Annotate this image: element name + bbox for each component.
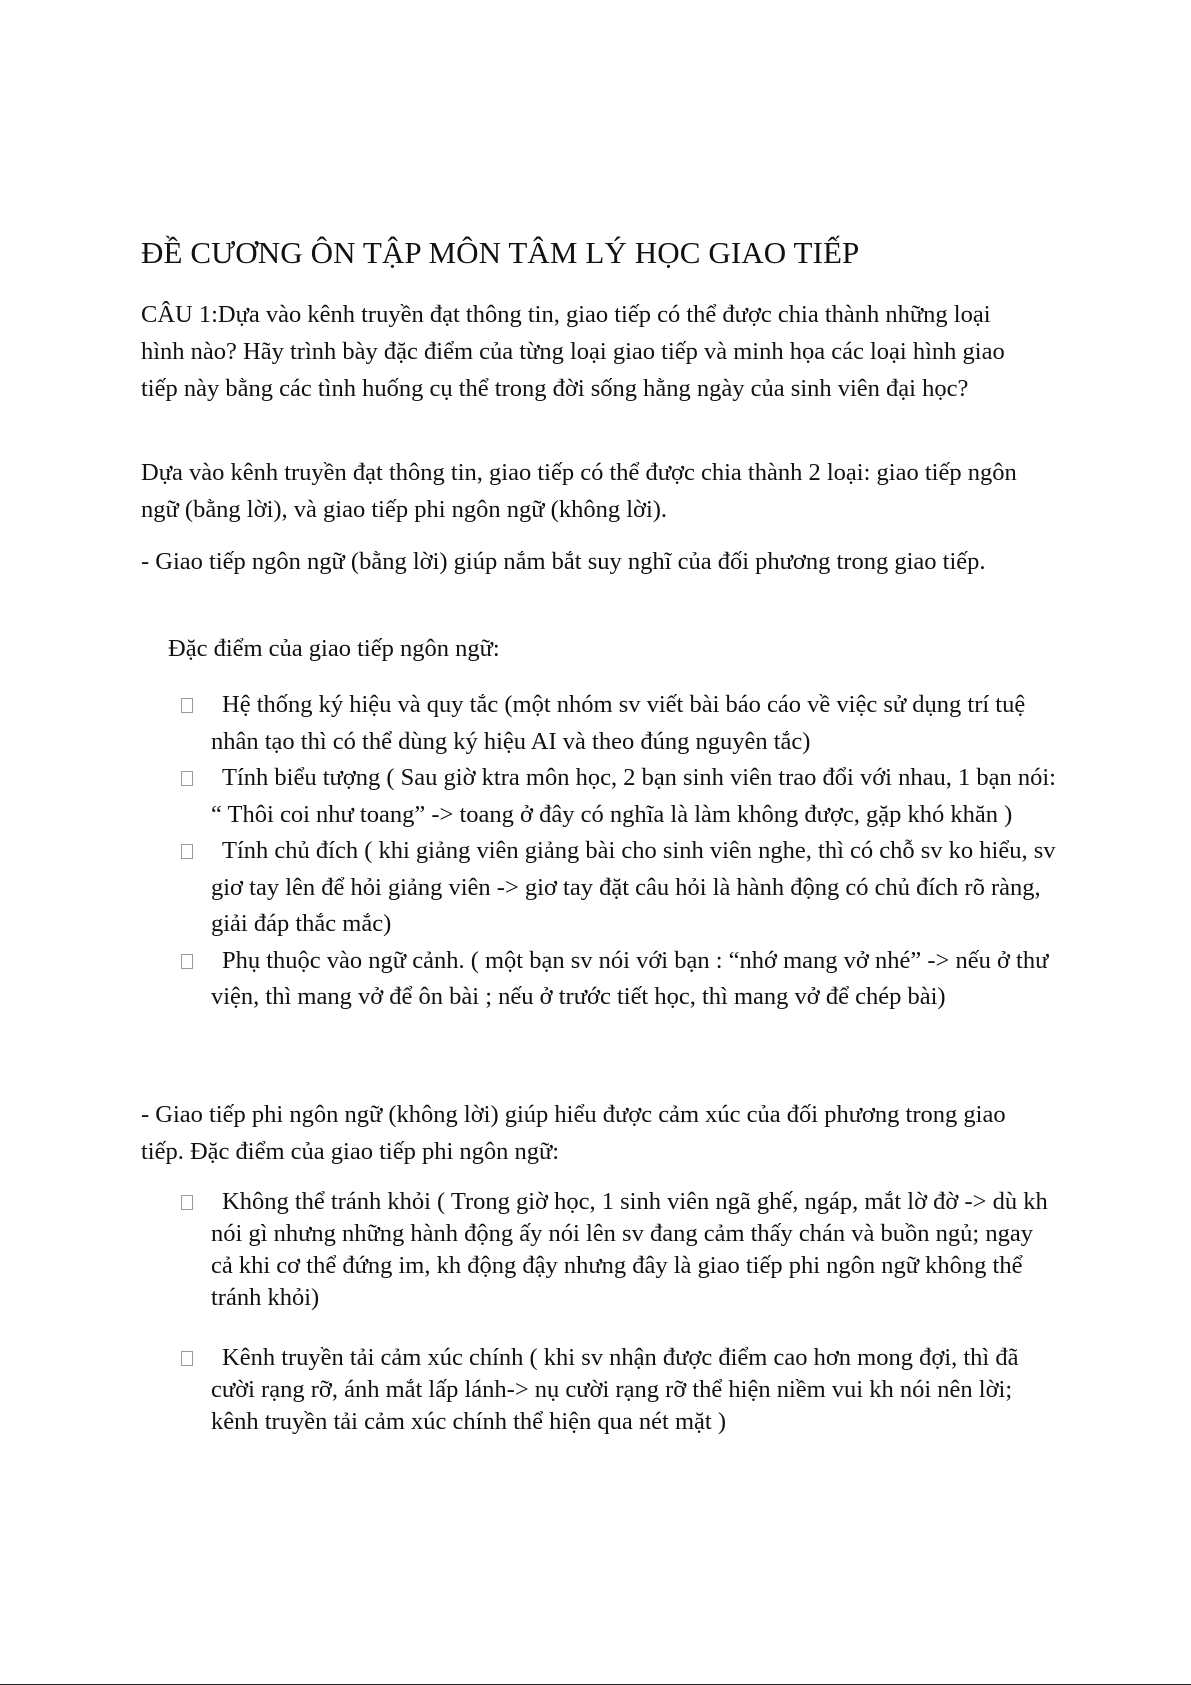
checkbox-bullet-icon [181,1351,193,1366]
nonverbal-heading: - Giao tiếp phi ngôn ngữ (không lời) giúp hiểu được cảm xúc của đối phương trong giao tiếp. Đặc điểm của giao tiếp phi ngôn ngữ: [141,1101,1006,1165]
list-item [180,760,1060,833]
verbal-features-list [180,687,1060,1016]
list-item-text: Không thể tránh khỏi ( Trong giờ học, 1 sinh viên ngã ghế, ngáp, mắt lờ đờ -> dù kh nói gì nhưng những hành động ấy nói lên sv đang cảm thấy chán và buồn ngủ; ngay cả khi cơ thể đứng im, kh động đậy nhưng đây là giao tiếp phi ngôn ngữ không thể tránh khỏi) [211,1188,1048,1311]
checkbox-bullet-icon [181,698,193,713]
checkbox-bullet-icon [181,844,193,859]
list-item [180,1186,1060,1314]
nonverbal-features-list [180,1186,1060,1438]
verbal-heading: - Giao tiếp ngôn ngữ (bằng lời) giúp nắm bắt suy nghĩ của đối phương trong giao tiếp. [141,548,986,575]
list-item-text: Tính biểu tượng ( Sau giờ ktra môn học, 2 bạn sinh viên trao đổi với nhau, 1 bạn nói: “ Thôi coi như toang” -> toang ở đây có nghĩa là làm không được, gặp khó khăn ) [211,764,1056,828]
checkbox-bullet-icon [181,954,193,969]
list-item [180,1342,1060,1438]
list-item [180,687,1060,760]
list-item-text: Phụ thuộc vào ngữ cảnh. ( một bạn sv nói với bạn : “nhớ mang vở nhé” -> nếu ở thư viện, thì mang vở để ôn bài ; nếu ở trước tiết học, thì mang vở để chép bài) [211,946,1049,1010]
checkbox-bullet-icon [181,771,193,786]
list-spacer [180,1314,1060,1342]
list-item-text: Tính chủ đích ( khi giảng viên giảng bài cho sinh viên nghe, thì có chỗ sv ko hiểu, sv giơ tay lên để hỏi giảng viên -> giơ tay đặt câu hỏi là hành động có chủ đích rõ ràng, giải đáp thắc mắc) [211,837,1056,937]
question-paragraph: CÂU 1:Dựa vào kênh truyền đạt thông tin, giao tiếp có thể được chia thành những loại hình nào? Hãy trình bày đặc điểm của từng loại giao tiếp và minh họa các loại hình giao tiếp này bằng các tình huống cụ thể trong đời sống hằng ngày của sinh viên đại học? [141,301,1005,402]
intro-paragraph: Dựa vào kênh truyền đạt thông tin, giao tiếp có thể được chia thành 2 loại: giao tiếp ngôn ngữ (bằng lời), và giao tiếp phi ngôn ngữ (không lời). [141,459,1017,523]
document-title: ĐỀ CƯƠNG ÔN TẬP MÔN TÂM LÝ HỌC GIAO TIẾP [141,235,860,270]
list-item [180,833,1060,943]
list-item [180,943,1060,1016]
checkbox-bullet-icon [181,1195,193,1210]
list-item-text: Kênh truyền tải cảm xúc chính ( khi sv nhận được điểm cao hơn mong đợi, thì đã cười rạng rỡ, ánh mắt lấp lánh-> nụ cười rạng rỡ thể hiện niềm vui kh nói nên lời; kênh truyền tải cảm xúc chính thể hiện qua nét mặt ) [211,1344,1019,1435]
verbal-features-label: Đặc điểm của giao tiếp ngôn ngữ: [168,635,500,662]
list-item-text: Hệ thống ký hiệu và quy tắc (một nhóm sv viết bài báo cáo về việc sử dụng trí tuệ nhân tạo thì có thể dùng ký hiệu AI và theo đúng nguyên tắc) [211,691,1026,755]
